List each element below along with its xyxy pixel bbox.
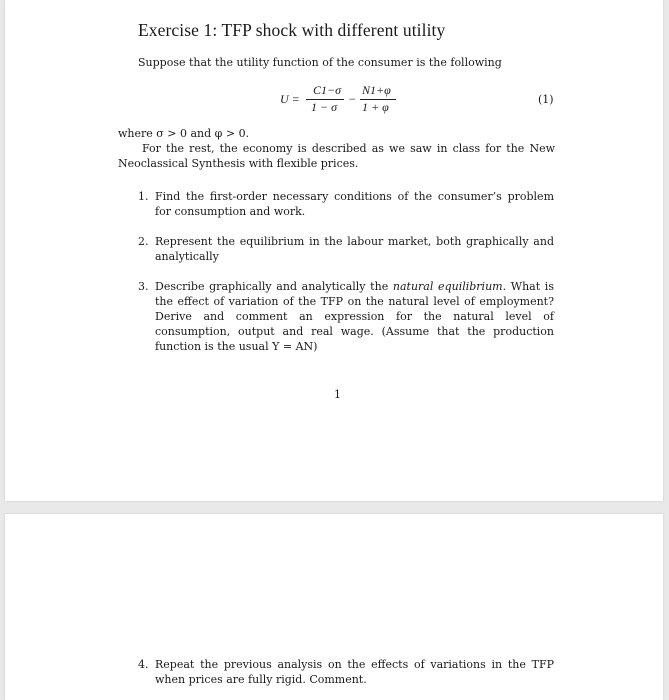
equation-numerator-2: N1+φ [362, 83, 391, 97]
intro-sentence: Suppose that the utility function of the consumer is the following [138, 56, 502, 69]
item-number: 1. [138, 190, 149, 203]
where-condition: where σ > 0 and φ > 0. [118, 127, 250, 140]
item-text: Repeat the previous analysis on the effects of variations in the TFP when prices are fully rigid. Comment. [155, 658, 554, 686]
item-text: Represent the equilibrium in the labour market, both graphically and analytically [155, 235, 554, 263]
exercise-title: Exercise 1: TFP shock with different utility [138, 20, 446, 40]
item-text-end: . What is the effect of variation of the TFP on the natural level of employment? Derive and comment an expression for the natural level of consumption, output and real wage. (Assume that the production function is the usual Y = AN) [155, 280, 554, 353]
item-number: 2. [138, 235, 149, 248]
item-text [155, 279, 554, 354]
economy-description: For the rest, the economy is described as we saw in class for the New Neoclassical Synthesis with flexible prices. [118, 142, 555, 170]
equation-minus: − [348, 92, 357, 106]
equation-denominator-1: 1 − σ [311, 100, 338, 114]
natural-equilibrium-emphasis: natural equilibrium [392, 280, 503, 293]
document-page-1 [5, 0, 663, 501]
page-number: 1 [334, 388, 341, 401]
list-item [138, 234, 554, 264]
equation-number: (1) [538, 93, 554, 106]
equation-denominator-2: 1 + φ [362, 100, 389, 114]
list-item [138, 279, 554, 354]
list-item [138, 189, 554, 219]
equation-numerator-1: C1−σ [313, 83, 342, 97]
equation-lhs: U = [280, 92, 300, 106]
document-page-2 [5, 514, 663, 700]
list-item [138, 657, 554, 687]
item-text-start: Describe graphically and analytically the [155, 280, 393, 293]
item-number: 4. [138, 658, 149, 671]
item-number: 3. [138, 280, 149, 293]
item-text: Find the first-order necessary conditions of the consumer’s problem for consumption and work. [155, 190, 554, 218]
